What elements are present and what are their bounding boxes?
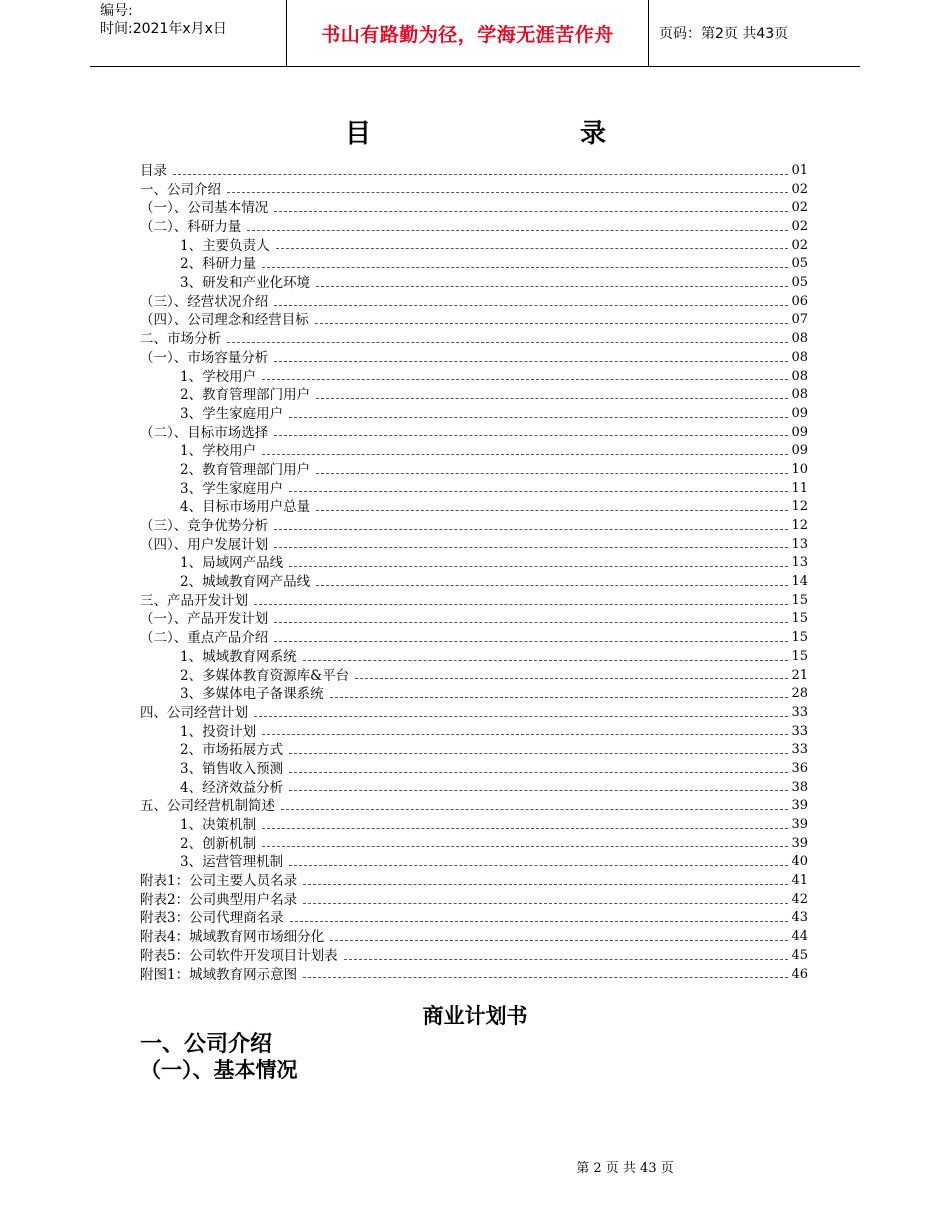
toc-leader-line — [303, 977, 788, 978]
toc-entry[interactable] — [140, 293, 808, 312]
toc-leader-line — [274, 622, 788, 623]
toc-entry[interactable] — [140, 312, 808, 331]
toc-entry-label: 目录 — [140, 162, 167, 179]
toc-leader-line — [303, 884, 788, 885]
toc-entry-label: 1、投资计划 — [180, 723, 257, 740]
toc-leader-line — [274, 361, 788, 362]
toc-entry-label: 四、公司经营计划 — [140, 704, 248, 721]
toc-entry[interactable] — [140, 592, 808, 611]
toc-entry[interactable] — [140, 424, 808, 443]
toc-entry[interactable] — [140, 162, 808, 181]
toc-leader-line — [262, 267, 788, 268]
toc-entry-label: （一）、产品开发计划 — [140, 611, 269, 628]
time-label: 时间:2021年x月x日 — [100, 21, 227, 37]
toc-leader-line — [274, 305, 788, 306]
toc-entry-label: 2、科研力量 — [180, 256, 257, 273]
toc-entry-label: 3、销售收入预测 — [180, 760, 284, 777]
toc-entry[interactable] — [140, 199, 808, 218]
header-meta — [90, 0, 287, 66]
toc-entry-page: 08 — [791, 368, 808, 384]
toc-leader-line — [355, 678, 788, 679]
toc-entry-page: 11 — [791, 480, 808, 496]
toc-leader-line — [173, 174, 788, 175]
toc-entry-page: 38 — [791, 779, 808, 795]
toc-leader-line — [316, 585, 788, 586]
toc-entry-label: 3、多媒体电子备课系统 — [180, 686, 324, 703]
toc-entry[interactable] — [140, 573, 808, 592]
toc-entry-label: 附表3：公司代理商名录 — [140, 910, 284, 927]
toc-entry-page: 09 — [791, 424, 808, 440]
toc-entry-page: 33 — [791, 742, 808, 758]
toc-title-right: 录 — [580, 119, 607, 149]
toc-entry[interactable] — [140, 797, 808, 816]
toc-entry-label: （二）、重点产品介绍 — [140, 630, 269, 647]
toc-leader-line — [227, 342, 788, 343]
toc-entry-page: 01 — [791, 162, 808, 178]
toc-entry-page: 13 — [791, 555, 808, 571]
toc-entry-label: 2、城域教育网产品线 — [180, 574, 311, 591]
toc-entry-page: 02 — [791, 237, 808, 253]
toc-entry-page: 40 — [791, 854, 808, 870]
toc-entry[interactable] — [140, 405, 808, 424]
toc-entry-page: 41 — [791, 873, 808, 889]
toc-entry-page: 14 — [791, 574, 808, 590]
toc-entry[interactable] — [140, 368, 808, 387]
toc-leader-line — [289, 491, 788, 492]
toc-entry-label: （三）、竞争优势分析 — [140, 518, 269, 535]
toc-entry[interactable] — [140, 611, 808, 630]
toc-leader-line — [316, 398, 788, 399]
toc-entry-page: 33 — [791, 704, 808, 720]
toc-entry-page: 09 — [791, 443, 808, 459]
toc-entry-page: 15 — [791, 630, 808, 646]
toc-entry[interactable] — [140, 629, 808, 648]
toc-entry-label: （一）、市场容量分析 — [140, 349, 269, 366]
toc-leader-line — [262, 379, 788, 380]
toc-leader-line — [274, 641, 788, 642]
toc-title — [0, 113, 950, 153]
toc-leader-line — [315, 323, 789, 324]
toc-entry-label: （一）、公司基本情况 — [140, 200, 269, 217]
toc-entry-page: 15 — [791, 648, 808, 664]
toc-entry-page: 21 — [791, 667, 808, 683]
toc-entry-label: 附表5：公司软件开发项目计划表 — [140, 947, 338, 964]
toc-entry-page: 02 — [791, 181, 808, 197]
toc-leader-line — [303, 660, 789, 661]
serial-label: 编号: — [100, 3, 133, 19]
toc-entry[interactable] — [140, 947, 808, 966]
toc-entry-label: 2、教育管理部门用户 — [180, 461, 311, 478]
toc-entry-label: 4、经济效益分析 — [180, 779, 284, 796]
toc-entry-label: 二、市场分析 — [140, 331, 221, 348]
toc-leader-line — [303, 903, 788, 904]
toc-entry-label: （三）、经营状况介绍 — [140, 293, 269, 310]
toc-entry[interactable] — [140, 536, 808, 555]
toc-entry[interactable] — [140, 237, 808, 256]
toc-entry-page: 39 — [791, 817, 808, 833]
toc-entry-label: 附图1：城域教育网示意图 — [140, 966, 298, 983]
toc-entry-label: 3、运营管理机制 — [180, 854, 284, 871]
toc-entry[interactable] — [140, 910, 808, 929]
toc-entry-page: 33 — [791, 723, 808, 739]
toc-entry-label: 附表2：公司典型用户名录 — [140, 891, 298, 908]
toc-leader-line — [289, 790, 788, 791]
toc-entry[interactable] — [140, 872, 808, 891]
toc-entry[interactable] — [140, 648, 808, 667]
toc-entry-page: 06 — [791, 293, 808, 309]
toc-entry-label: 1、城域教育网系统 — [180, 648, 297, 665]
plan-title: 商业计划书 — [422, 1004, 528, 1028]
toc-entry-label: 2、教育管理部门用户 — [180, 387, 311, 404]
toc-entry-page: 45 — [791, 947, 808, 963]
toc-entry-label: 2、市场拓展方式 — [180, 742, 284, 759]
toc-entry[interactable] — [140, 835, 808, 854]
toc-leader-line — [290, 921, 789, 922]
toc-leader-line — [289, 566, 788, 567]
toc-entry[interactable] — [140, 966, 808, 985]
toc-entry-label: 3、学生家庭用户 — [180, 480, 284, 497]
toc-entry[interactable] — [140, 816, 808, 835]
toc-entry-label: （二）、目标市场选择 — [140, 424, 269, 441]
toc-leader-line — [289, 772, 788, 773]
toc-leader-line — [262, 846, 788, 847]
toc-entry-page: 15 — [791, 592, 808, 608]
page-header — [90, 0, 860, 67]
toc-entry[interactable] — [140, 685, 808, 704]
toc-leader-line — [344, 959, 789, 960]
toc-entry[interactable] — [140, 442, 808, 461]
toc-entry-page: 12 — [791, 499, 808, 515]
toc-entry-page: 08 — [791, 331, 808, 347]
toc-entry[interactable] — [140, 386, 808, 405]
toc-entry[interactable] — [140, 723, 808, 742]
toc-entry-page: 02 — [791, 219, 808, 235]
toc-entry[interactable] — [140, 928, 808, 947]
toc-entry[interactable] — [140, 554, 808, 573]
toc-leader-line — [262, 454, 788, 455]
toc-entry[interactable] — [140, 517, 808, 536]
toc-leader-line — [254, 716, 788, 717]
toc-leader-line — [316, 473, 788, 474]
toc-entry-page: 12 — [791, 518, 808, 534]
toc-entry-label: 3、研发和产业化环境 — [180, 275, 311, 292]
toc-entry[interactable] — [140, 760, 808, 779]
toc-entry[interactable] — [140, 779, 808, 798]
toc-entry-page: 44 — [791, 929, 808, 945]
toc-entry[interactable] — [140, 667, 808, 686]
toc-entry[interactable] — [140, 480, 808, 499]
toc-leader-line — [247, 230, 788, 231]
toc-entry-label: 1、决策机制 — [180, 817, 257, 834]
page-footer: 第 2 页 共 43 页 — [576, 1161, 674, 1176]
toc-entry-page: 08 — [791, 387, 808, 403]
subsection-heading: （一）、基本情况 — [140, 1058, 298, 1082]
toc-entry-label: 三、产品开发计划 — [140, 592, 248, 609]
toc-entry-label: 一、公司介绍 — [140, 181, 221, 198]
section-heading: 一、公司介绍 — [140, 1032, 273, 1057]
toc-entry-label: （四）、公司理念和经营目标 — [140, 312, 309, 329]
toc-leader-line — [276, 248, 789, 249]
toc-leader-line — [330, 697, 789, 698]
toc-entry-page: 46 — [791, 966, 808, 982]
toc-entry[interactable] — [140, 218, 808, 237]
toc-entry[interactable] — [140, 704, 808, 723]
toc-entry-page: 36 — [791, 760, 808, 776]
toc-leader-line — [274, 435, 788, 436]
toc-leader-line — [227, 192, 788, 193]
toc-entry-page: 43 — [791, 910, 808, 926]
toc-entry[interactable] — [140, 181, 808, 200]
header-motto: 书山有路勤为径，学海无涯苦作舟 — [287, 0, 649, 66]
toc-leader-line — [274, 529, 788, 530]
toc-entry[interactable] — [140, 349, 808, 368]
toc-entry[interactable] — [140, 853, 808, 872]
toc-entry-page: 02 — [791, 200, 808, 216]
toc-leader-line — [281, 809, 788, 810]
toc-entry-label: 2、多媒体教育资源库&平台 — [180, 667, 350, 684]
toc-leader-line — [262, 734, 788, 735]
toc-entry[interactable] — [140, 330, 808, 349]
toc-entry-page: 15 — [791, 611, 808, 627]
toc-entry-label: 4、目标市场用户总量 — [180, 499, 311, 516]
toc-entry[interactable] — [140, 461, 808, 480]
toc-entry-page: 39 — [791, 835, 808, 851]
toc-leader-line — [330, 940, 788, 941]
toc-entry-page: 39 — [791, 798, 808, 814]
toc-entry-label: 1、局域网产品线 — [180, 555, 284, 572]
toc-title-left: 目 — [345, 119, 372, 149]
toc-entry-label: 1、主要负责人 — [180, 237, 270, 254]
toc-leader-line — [316, 286, 788, 287]
toc-leader-line — [262, 828, 788, 829]
toc-leader-line — [274, 211, 788, 212]
toc-entry-page: 09 — [791, 405, 808, 421]
toc-entry-page: 42 — [791, 891, 808, 907]
toc-entry-page: 10 — [791, 461, 808, 477]
toc-entry-label: 附表1：公司主要人员名录 — [140, 873, 298, 890]
toc-entry-label: 1、学校用户 — [180, 368, 257, 385]
toc-leader-line — [274, 547, 788, 548]
toc-leader-line — [316, 510, 788, 511]
toc-entry[interactable] — [140, 274, 808, 293]
toc-entry-label: 3、学生家庭用户 — [180, 405, 284, 422]
toc-entry-page: 28 — [791, 686, 808, 702]
toc-leader-line — [254, 604, 788, 605]
toc-entry-label: 1、学校用户 — [180, 443, 257, 460]
toc-entry-label: （四）、用户发展计划 — [140, 536, 269, 553]
toc-entry[interactable] — [140, 891, 808, 910]
toc-leader-line — [289, 865, 788, 866]
toc-entry-page: 05 — [791, 275, 808, 291]
toc-entry-page: 07 — [791, 312, 808, 328]
toc-leader-line — [289, 417, 788, 418]
toc-entry-page: 13 — [791, 536, 808, 552]
header-page-info: 页码：第2页 共43页 — [659, 26, 789, 42]
toc-leader-line — [289, 753, 788, 754]
toc-entry-label: （二）、科研力量 — [140, 219, 242, 236]
toc-entry[interactable] — [140, 498, 808, 517]
toc-entry-page: 08 — [791, 349, 808, 365]
toc-entry-label: 五、公司经营机制简述 — [140, 798, 275, 815]
toc-entry-page: 05 — [791, 256, 808, 272]
table-of-contents — [140, 162, 808, 984]
toc-entry[interactable] — [140, 255, 808, 274]
toc-entry-label: 2、创新机制 — [180, 835, 257, 852]
toc-entry[interactable] — [140, 741, 808, 760]
toc-entry-label: 附表4：城域教育网市场细分化 — [140, 929, 325, 946]
